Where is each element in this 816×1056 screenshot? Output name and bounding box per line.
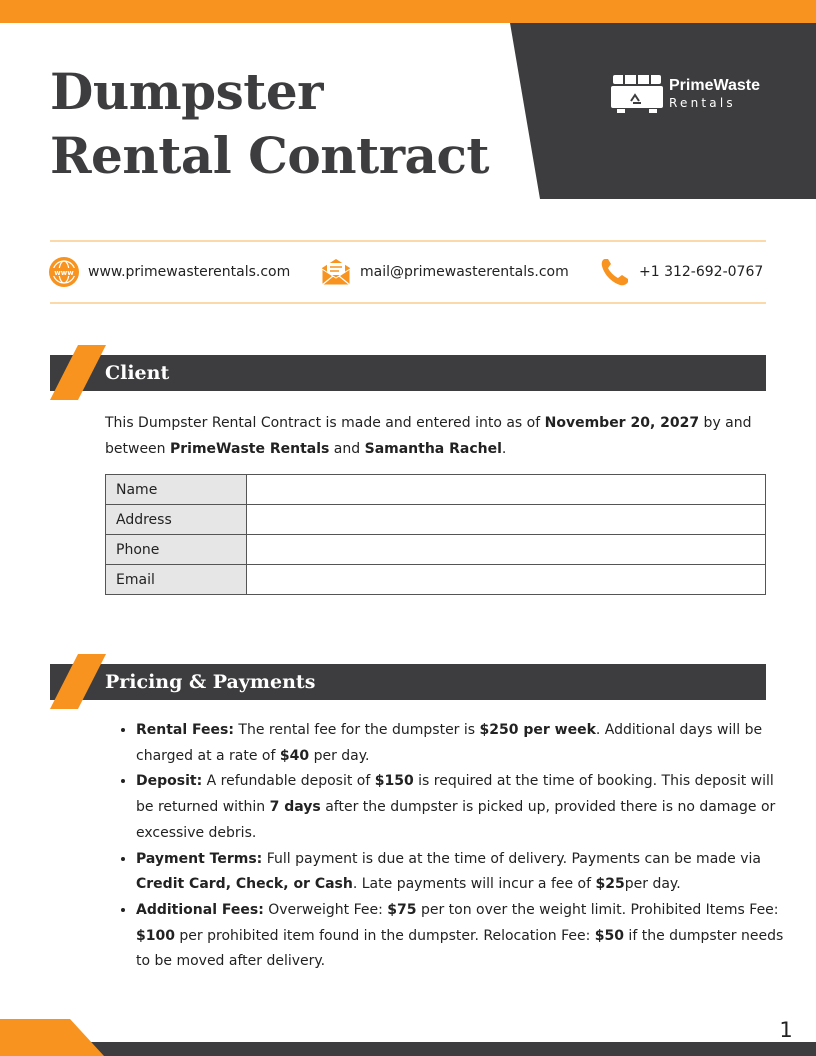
table-row	[106, 535, 766, 565]
brand-subtitle: Rentals	[669, 96, 736, 110]
logo-text	[669, 77, 760, 111]
brand-name: PrimeWaste	[669, 77, 760, 94]
globe-www-icon	[48, 256, 80, 288]
website-link[interactable]: www.primewasterentals.com	[88, 264, 291, 280]
document-title	[50, 60, 489, 188]
client-intro: This Dumpster Rental Contract is made and entered into as of November 20, 2027 by and between PrimeWaste Rentals and Samantha Rachel.	[105, 415, 752, 457]
list-item: • Deposit: A refundable deposit of $150 is required at the time of booking. This deposit will be returned within 7 days after the dumpster is picked up, provided there is no damage or excessive debris.	[136, 769, 791, 846]
email-link[interactable]: mail@primewasterentals.com	[360, 264, 569, 280]
title-line-1: Dumpster	[50, 62, 323, 121]
address-field[interactable]	[247, 505, 766, 535]
pricing-list	[105, 718, 791, 975]
contact-bottom-divider	[50, 302, 766, 304]
page-number: 1	[779, 1018, 793, 1042]
phone-label: Phone	[106, 535, 247, 565]
contact-top-divider	[50, 240, 766, 242]
company-name: PrimeWaste Rentals	[170, 441, 330, 457]
client-info-table	[105, 474, 766, 595]
client-section-title: Client	[105, 362, 170, 384]
contact-phone[interactable]	[599, 256, 763, 288]
address-label: Address	[106, 505, 247, 535]
table-row	[106, 475, 766, 505]
name-field[interactable]	[247, 475, 766, 505]
name-label: Name	[106, 475, 247, 505]
phone-field[interactable]	[247, 535, 766, 565]
svg-text:www: www	[54, 269, 74, 277]
footer-dark-bar	[0, 1042, 816, 1056]
contract-date: November 20, 2027	[544, 415, 700, 431]
company-logo	[611, 73, 760, 115]
footer-accent	[0, 1019, 104, 1056]
client-name: Samantha Rachel	[364, 441, 502, 457]
top-accent-bar	[0, 0, 816, 23]
list-item: • Additional Fees: Overweight Fee: $75 per ton over the weight limit. Prohibited Items Fee: $100 per prohibited item found in the dumpster. Relocation Fee: $50 if the dumpster needs to be moved after delivery.	[136, 898, 791, 975]
envelope-icon	[320, 256, 352, 288]
contact-email[interactable]	[320, 256, 569, 288]
contact-website[interactable]	[48, 256, 290, 288]
list-item: • Rental Fees: The rental fee for the dumpster is $250 per week. Additional days will be charged at a rate of $40 per day.	[136, 718, 791, 769]
dumpster-icon	[611, 73, 663, 115]
list-item: • Payment Terms: Full payment is due at the time of delivery. Payments can be made via Credit Card, Check, or Cash. Late payments will incur a fee of $25per day.	[136, 847, 791, 898]
phone-icon	[599, 256, 631, 288]
email-field[interactable]	[247, 565, 766, 595]
table-row	[106, 565, 766, 595]
title-line-2: Rental Contract	[50, 126, 489, 185]
phone-number[interactable]: +1 312-692-0767	[639, 264, 764, 280]
pricing-section-title: Pricing & Payments	[105, 671, 316, 693]
email-label: Email	[106, 565, 247, 595]
table-row	[106, 505, 766, 535]
